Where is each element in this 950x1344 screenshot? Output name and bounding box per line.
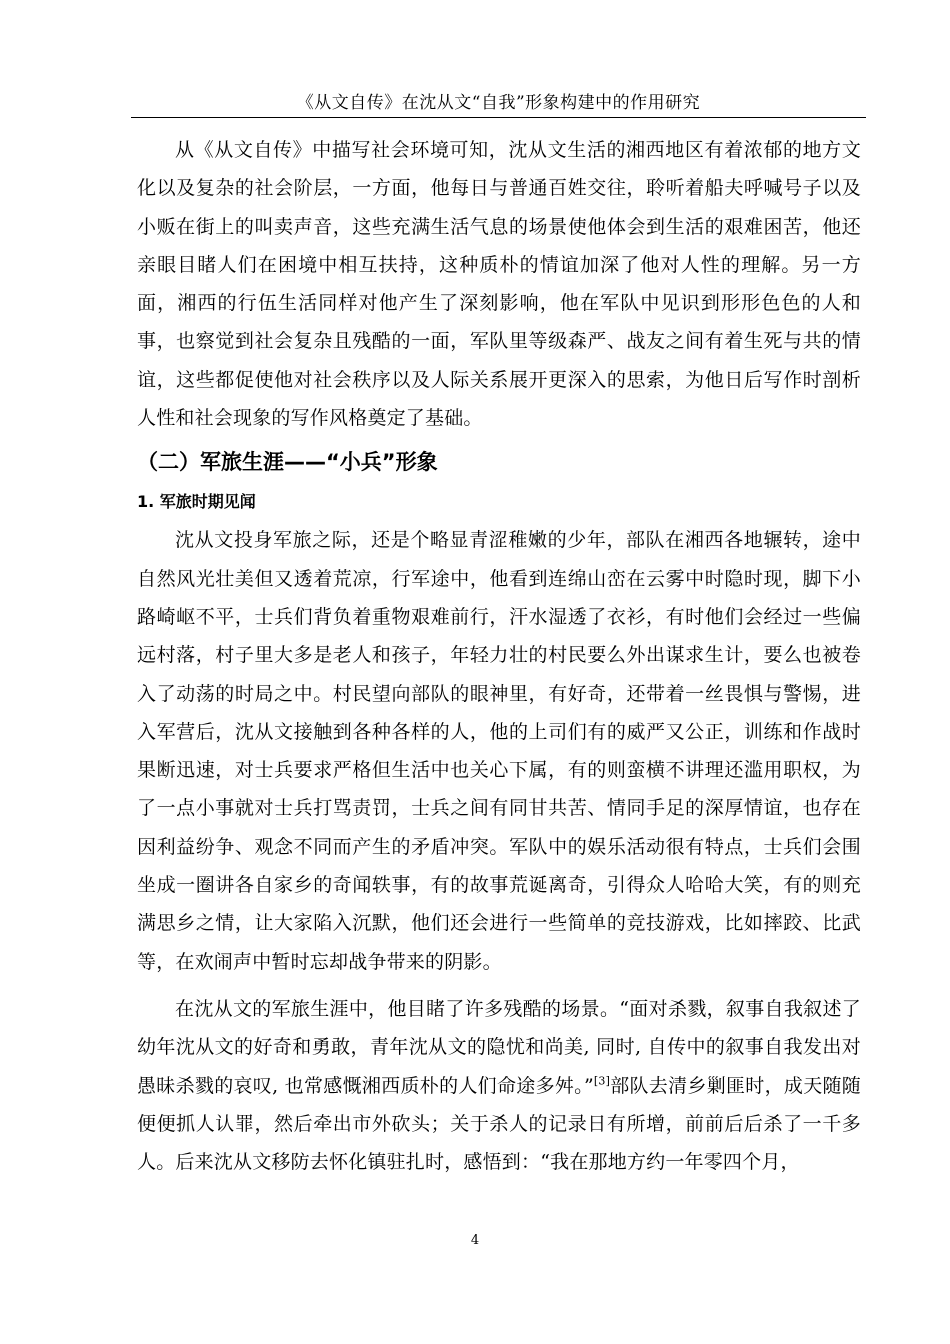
paragraph-3-text-after-citation: 部队去清乡剿匪时，成天随随便便抓人认罪，然后牵出市外砍头；关于杀人的记录日有所增，前前后后杀了一千多人。后来沈从文移防去怀化镇驻扎时，感悟到：“我在那地方约一年零四个月， — [137, 1074, 861, 1174]
body-paragraph-3 — [137, 990, 861, 1181]
header-divider — [131, 117, 866, 118]
section-heading: （二）军旅生涯——“小兵”形象 — [137, 450, 438, 475]
document-body — [137, 131, 861, 1181]
body-paragraph-1: 从《从文自传》中描写社会环境可知，沈从文生活的湘西地区有着浓郁的地方文化以及复杂的社会阶层，一方面，他每日与普通百姓交往，聆听着船夫呼喊号子以及小贩在街上的叫卖声音，这些充满生活气息的场景使他体会到生活的艰难困苦，他还亲眼目睹人们在困境中相互扶持，这种质朴的情谊加深了他对人性的理解。另一方面，湘西的行伍生活同样对他产生了深刻影响，他在军队中见识到形形色色的人和事，也察觉到社会复杂且残酷的一面，军队里等级森严、战友之间有着生死与共的情谊，这些都促使他对社会秩序以及人际关系展开更深入的思索，为他日后写作时剖析人性和社会现象的写作风格奠定了基础。 — [137, 139, 861, 430]
citation-marker: [3] — [593, 1074, 611, 1088]
paragraph-3-text-before-citation: 在沈从文的军旅生涯中，他目睹了许多残酷的场景。“面对杀戮，叙事自我叙述了幼年沈从文的好奇和勇敢，青年沈从文的隐忧和尚美, 同时, 自传中的叙事自我发出对愚昧杀戮的哀叹, 也常感慨湘西质朴的人们命途多舛。” — [137, 997, 861, 1097]
sub-heading: 1. 军旅时期见闻 — [137, 492, 256, 512]
body-paragraph-2: 沈从文投身军旅之际，还是个略显青涩稚嫩的少年，部队在湘西各地辗转，途中自然风光壮美但又透着荒凉，行军途中，他看到连绵山峦在云雾中时隐时现，脚下小路崎岖不平，士兵们背负着重物艰难前行，汗水湿透了衣衫，有时他们会经过一些偏远村落，村子里大多是老人和孩子，年轻力壮的村民要么外出谋求生计，要么也被卷入了动荡的时局之中。村民望向部队的眼神里，有好奇，还带着一丝畏惧与警惕，进入军营后，沈从文接触到各种各样的人，他的上司们有的威严又公正，训练和作战时果断迅速，对士兵要求严格但生活中也关心下属，有的则蛮横不讲理还滥用职权，为了一点小事就对士兵打骂责罚，士兵之间有同甘共苦、情同手足的深厚情谊，也存在因利益纷争、观念不同而产生的矛盾冲突。军队中的娱乐活动很有特点，士兵们会围坐成一圈讲各自家乡的奇闻轶事，有的故事荒诞离奇，引得众人哈哈大笑，有的则充满思乡之情，让大家陷入沉默，他们还会进行一些简单的竞技游戏，比如摔跤、比武等，在欢闹声中暂时忘却战争带来的阴影。 — [137, 529, 861, 973]
page-number: 4 — [470, 1233, 480, 1248]
running-header-title: 《从文自传》在沈从文“自我”形象构建中的作用研究 — [296, 93, 701, 113]
